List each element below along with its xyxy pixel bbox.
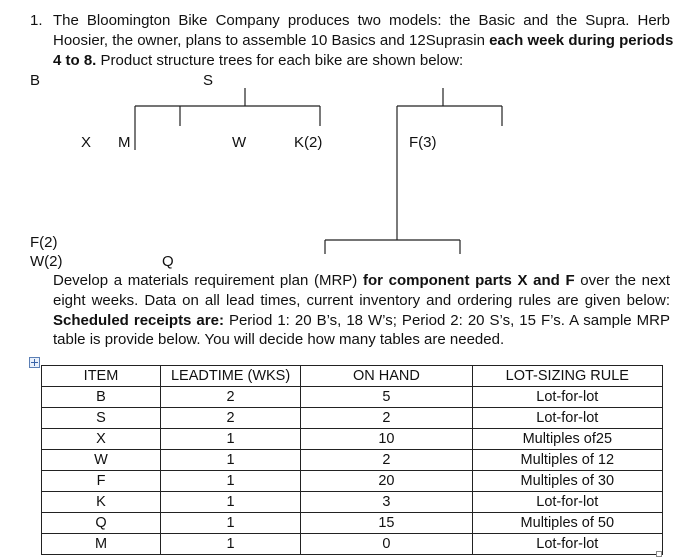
cell-leadtime: 2	[160, 387, 300, 408]
paragraph-line-1: Develop a materials requirement plan (MRP) for component parts X and F over the next	[53, 272, 671, 289]
cell-on-hand: 10	[301, 429, 472, 450]
cell-on-hand: 2	[301, 408, 472, 429]
table-row	[42, 534, 663, 555]
cell-lot-rule: Lot-for-lot	[472, 387, 662, 408]
label-m: M	[118, 134, 131, 151]
label-w: W	[232, 134, 247, 151]
table-row	[42, 471, 663, 492]
label-q: Q	[162, 253, 174, 270]
cell-item: M	[42, 534, 161, 555]
table-row	[42, 492, 663, 513]
cell-item: B	[42, 387, 161, 408]
label-x: X	[81, 134, 92, 151]
cell-on-hand: 0	[301, 534, 472, 555]
table-resize-handle-icon[interactable]	[656, 551, 662, 557]
cell-on-hand: 15	[301, 513, 472, 534]
cell-item: F	[42, 471, 161, 492]
cell-lot-rule: Lot-for-lot	[472, 408, 662, 429]
table-row	[42, 450, 663, 471]
mrp-data-table	[41, 365, 663, 555]
cell-lot-rule: Multiples of25	[472, 429, 662, 450]
cell-leadtime: 1	[160, 450, 300, 471]
cell-on-hand: 20	[301, 471, 472, 492]
problem-number: 1.	[30, 12, 43, 29]
cell-on-hand: 5	[301, 387, 472, 408]
cell-leadtime: 1	[160, 492, 300, 513]
cell-lot-rule: Multiples of 12	[472, 450, 662, 471]
table-row	[42, 429, 663, 450]
paragraph-line-2: eight weeks. Data on all lead times, current inventory and ordering rules are given below:	[53, 292, 670, 309]
cell-leadtime: 1	[160, 534, 300, 555]
paragraph-line-3: Scheduled receipts are: Period 1: 20 B’s, 18 W’s; Period 2: 20 S’s, 15 F’s. A sample MRP	[53, 312, 670, 329]
cell-item: Q	[42, 513, 161, 534]
problem-line-1: The Bloomington Bike Company produces two models: the Basic and the Supra. Herb	[53, 12, 670, 29]
cell-on-hand: 3	[301, 492, 472, 513]
cell-leadtime: 1	[160, 471, 300, 492]
cell-leadtime: 2	[160, 408, 300, 429]
problem-line-3: 4 to 8. Product structure trees for each bike are shown below:	[53, 52, 464, 69]
label-f3: F(3)	[409, 134, 437, 151]
table-move-handle-icon[interactable]	[29, 357, 40, 368]
cell-lot-rule: Lot-for-lot	[472, 492, 662, 513]
cell-on-hand: 2	[301, 450, 472, 471]
cell-leadtime: 1	[160, 513, 300, 534]
header-on-hand: ON HAND	[301, 366, 472, 387]
cell-item: X	[42, 429, 161, 450]
table-row	[42, 513, 663, 534]
label-w2: W(2)	[30, 253, 63, 270]
cell-lot-rule: Lot-for-lot	[472, 534, 662, 555]
table-row	[42, 387, 663, 408]
cell-lot-rule: Multiples of 50	[472, 513, 662, 534]
label-f2: F(2)	[30, 234, 58, 251]
cell-leadtime: 1	[160, 429, 300, 450]
cell-lot-rule: Multiples of 30	[472, 471, 662, 492]
label-k2: K(2)	[294, 134, 323, 151]
label-s: S	[203, 72, 214, 89]
header-lot-sizing-rule: LOT-SIZING RULE	[472, 366, 662, 387]
table-row	[42, 408, 663, 429]
header-leadtime: LEADTIME (WKS)	[160, 366, 300, 387]
label-b: B	[30, 72, 41, 89]
header-item: ITEM	[42, 366, 161, 387]
table-header-row	[42, 366, 663, 387]
problem-line-2: Hoosier, the owner, plans to assemble 10 Basics and 12Suprasin each week during periods	[53, 32, 674, 49]
cell-item: S	[42, 408, 161, 429]
paragraph-line-4: table is provide below. You will decide how many tables are needed.	[53, 331, 505, 348]
cell-item: K	[42, 492, 161, 513]
cell-item: W	[42, 450, 161, 471]
